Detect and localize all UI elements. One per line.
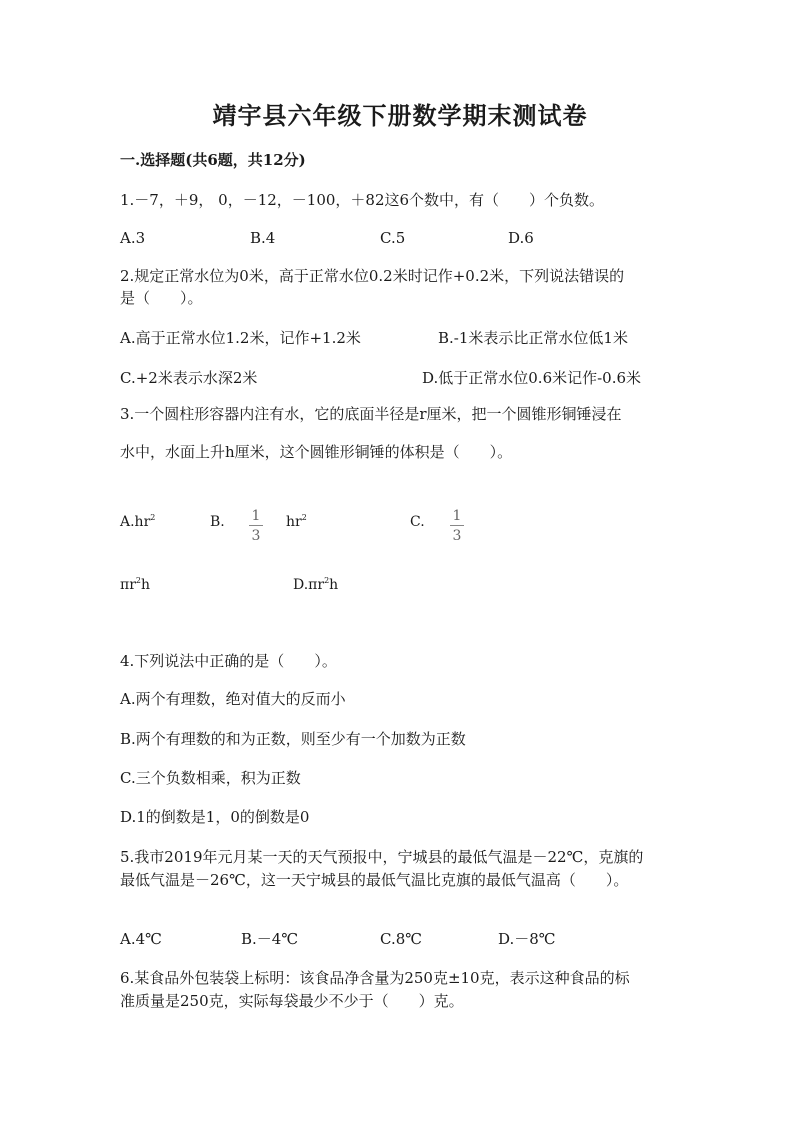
q2-option-c: C.+2米表示水深2米 [120,369,258,387]
q2-stem-line1: 2.规定正常水位为0米，高于正常水位0.2米时记作+0.2米，下列说法错误的 [120,267,625,285]
q3-option-a [120,512,155,532]
q3-option-c-expr: πr [120,577,136,593]
q1-option-c: C.5 [380,229,406,247]
q5-option-c: C.8℃ [380,930,423,948]
superscript-2: 2 [301,513,307,522]
q6-stem-line1: 6.某食品外包装袋上标明：该食品净含量为250克±10克，表示这种食品的标 [120,969,630,987]
q3-option-c-tail: h [141,577,151,593]
q4-stem: 4.下列说法中正确的是（ ）。 [120,652,337,670]
fraction-bar [249,525,263,526]
section-heading-choice: 一.选择题(共6题，共12分) [120,151,306,169]
fraction-bar [450,525,464,526]
superscript-2: 2 [135,576,141,585]
q3-option-b-fraction [249,508,263,544]
q2-option-a: A.高于正常水位1.2米，记作+1.2米 [120,329,361,347]
q4-option-c: C.三个负数相乘，积为正数 [120,769,301,787]
q3-stem-line2: 水中，水面上升h厘米，这个圆锥形铜锤的体积是（ ）。 [120,443,513,461]
q3-option-a-text: A.hr [120,514,151,530]
q1-option-b: B.4 [250,229,276,247]
superscript-2: 2 [150,513,156,522]
q1-option-d: D.6 [508,229,534,247]
q3-option-d-tail: h [329,577,339,593]
q3-option-b-expr: hr [286,514,302,530]
q5-option-d: D.－8℃ [498,930,556,948]
q4-option-d: D.1的倒数是1，0的倒数是0 [120,808,310,826]
q3-option-b-text [286,512,307,532]
fraction-numerator: 1 [452,508,462,524]
q6-stem-line2: 准质量是250克，实际每袋最少不少于（ ）克。 [120,992,464,1010]
q2-option-b: B.-1米表示比正常水位低1米 [438,329,628,347]
q3-option-d-expr: D.πr [293,577,325,593]
page-title: 靖宇县六年级下册数学期末测试卷 [212,101,588,130]
q3-option-c-continued [120,575,150,595]
q4-option-b: B.两个有理数的和为正数，则至少有一个加数为正数 [120,730,466,748]
fraction-denominator: 3 [251,528,261,544]
q2-option-d: D.低于正常水位0.6米记作-0.6米 [422,369,642,387]
q5-stem-line2: 最低气温是－26℃，这一天宁城县的最低气温比克旗的最低气温高（ ）。 [120,871,629,889]
q1-stem: 1.－7，＋9， 0，－12，－100，＋82这6个数中，有（ ）个负数。 [120,191,605,209]
q3-option-c-label: C. [410,514,425,530]
q3-stem-line1: 3.一个圆柱形容器内注有水，它的底面半径是r厘米，把一个圆锥形铜锤浸在 [120,405,622,423]
q4-option-a: A.两个有理数，绝对值大的反而小 [120,690,346,708]
q3-option-c-fraction [450,508,464,544]
q2-stem-line2: 是（ ）。 [120,289,203,307]
q3-option-d [293,575,338,595]
fraction-numerator: 1 [251,508,261,524]
q5-stem-line1: 5.我市2019年元月某一天的天气预报中，宁城县的最低气温是－22℃，克旗的 [120,848,644,866]
q3-option-b-label: B. [210,514,225,530]
fraction-denominator: 3 [452,528,462,544]
q5-option-b: B.－4℃ [241,930,299,948]
superscript-2: 2 [324,576,330,585]
q1-option-a: A.3 [120,229,146,247]
q5-option-a: A.4℃ [120,930,162,948]
